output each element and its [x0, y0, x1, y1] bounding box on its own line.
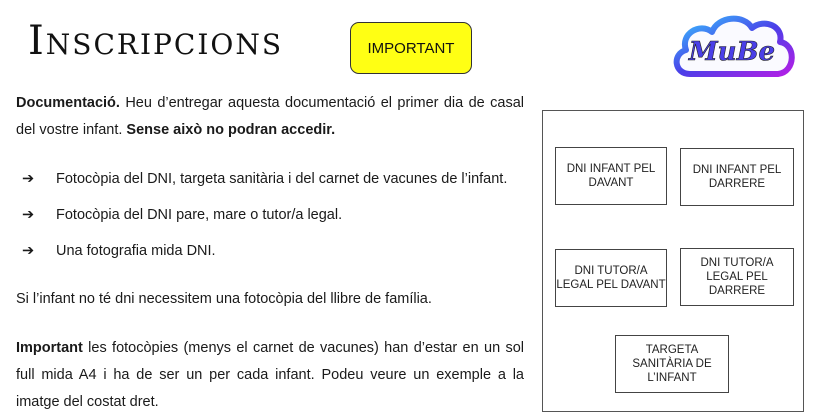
bullet-text: Fotocòpia del DNI pare, mare o tutor/a legal.: [56, 207, 343, 223]
example-doc-dni-infant-back: DNI INFANT PEL DARRERE: [680, 148, 794, 206]
cloud-logo-icon: [668, 8, 800, 90]
documentation-heading: Documentació.: [16, 95, 120, 111]
list-item: [22, 243, 216, 259]
list-item: [22, 171, 507, 187]
example-doc-dni-tutor-back: DNI TUTOR/A LEGAL PEL DARRERE: [680, 248, 794, 306]
documentation-text: Heu d’entregar aquesta documentació el primer dia de casal del vostre infant.: [16, 95, 524, 138]
important-note: [16, 335, 524, 416]
list-item: [22, 207, 342, 223]
arrow-icon: ➔: [22, 243, 35, 259]
example-a4-sheet: [542, 110, 804, 412]
arrow-icon: ➔: [22, 207, 35, 223]
bullet-text: Fotocòpia del DNI, targeta sanitària i del carnet de vacunes de l’infant.: [56, 171, 508, 187]
example-doc-health-card: TARGETA SANITÀRIA DE L’INFANT: [615, 335, 729, 393]
important-badge: IMPORTANT: [350, 22, 472, 74]
logo-text: MuBe: [688, 37, 776, 67]
page-title: Inscripcions: [28, 18, 284, 64]
important-note-text: les fotocòpies (menys el carnet de vacunes) han d’estar en un sol full mida A4 i ha de ser un per cada infant. Podeu veure un exemple a la imatge del costat dret.: [16, 340, 524, 410]
documentation-emphasis: Sense això no podran accedir.: [126, 122, 336, 138]
important-note-heading: Important: [16, 340, 83, 356]
no-dni-note: Si l’infant no té dni necessitem una fotocòpia del llibre de família.: [16, 291, 432, 307]
example-doc-dni-tutor-front: DNI TUTOR/A LEGAL PEL DAVANT: [555, 249, 667, 307]
bullet-text: Una fotografia mida DNI.: [56, 243, 216, 259]
documentation-paragraph: [16, 90, 524, 144]
arrow-icon: ➔: [22, 171, 35, 187]
example-doc-dni-infant-front: DNI INFANT PEL DAVANT: [555, 147, 667, 205]
